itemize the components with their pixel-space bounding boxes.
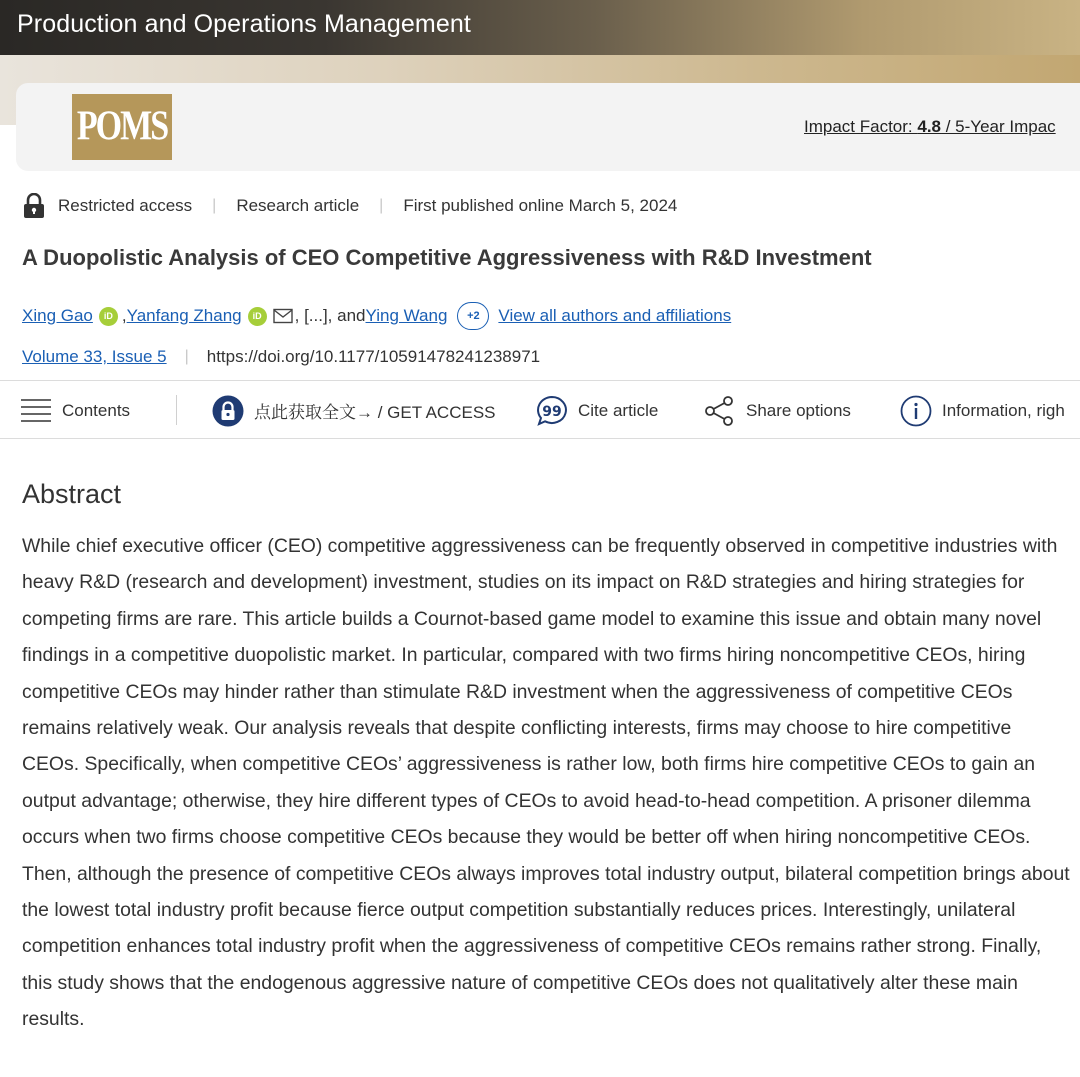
toolbar-divider <box>176 395 177 425</box>
author-link-ying-wang[interactable]: Ying Wang <box>365 306 448 325</box>
access-status: Restricted access <box>58 196 193 215</box>
svg-text:99: 99 <box>542 403 562 420</box>
issue-row <box>22 345 540 369</box>
article-type: Research article <box>236 196 360 215</box>
article-toolbar <box>0 380 1080 439</box>
poms-logo[interactable] <box>72 94 172 160</box>
impact-factor-link[interactable] <box>804 117 1056 137</box>
article-meta-row <box>22 193 677 219</box>
author-separator: , <box>121 306 127 325</box>
publication-date: First published online March 5, 2024 <box>403 196 678 215</box>
orcid-icon[interactable]: iD <box>248 307 267 326</box>
cite-article-button[interactable] <box>536 381 658 440</box>
doi-text[interactable]: https://doi.org/10.1177/10591478241238971 <box>206 347 541 366</box>
contents-label: Contents <box>62 400 131 420</box>
author-link-yanfang-zhang[interactable]: Yanfang Zhang <box>126 306 242 325</box>
share-icon <box>704 395 736 427</box>
five-year-impact-label: / 5-Year Impac <box>941 117 1056 136</box>
quote-bubble-icon <box>536 395 568 427</box>
author-link-xing-gao[interactable]: Xing Gao <box>22 306 93 325</box>
info-icon <box>900 395 932 427</box>
mail-icon[interactable] <box>273 308 293 324</box>
poms-logo-text: POMS <box>76 103 168 150</box>
abstract-text: While chief executive officer (CEO) competitive aggressiveness can be frequently observed in competitive industries with heavy R&D (research and development) investment, studies on its impact on R&D strategies and hiring strategies for competing firms are rare. This article builds a Cournot-based game model to examine this issue and obtain many novel findings in a competitive duopolistic market. In particular, compared with two firms hiring noncompetitive CEOs, hiring competitive CEOs may hinder rather than stimulate R&D investment when the aggressiveness of competitive CEOs remains relatively weak. Our analysis reveals that despite conflicting interests, firms may choose to hire competitive CEOs. Specifically, when competitive CEOs’ aggressiveness is rather low, both firms hire competitive CEOs to gain an output advantage; otherwise, they hire different types of CEOs to avoid head-to-head competition. A prisoner dilemma occurs when two firms choose competitive CEOs because they would be better off when hiring noncompetitive CEOs. Then, although the presence of competitive CEOs always improves total industry output, bilateral competition brings about the lowest total industry profit because fierce output competition substantially reduces prices. Interestingly, unilateral competition enhances total industry profit when the aggressiveness of competitive CEOs remains rather strong. Finally, this study shows that the endogenous aggressive nature of competitive CEOs does not qualitatively alter these main results. <box>22 535 1070 1031</box>
authors-ellipsis: , [...], and <box>294 306 366 325</box>
information-rights-label: Information, righ <box>942 400 1065 420</box>
lock-circle-icon <box>212 395 244 427</box>
journal-header-bar <box>0 0 1080 55</box>
get-access-button[interactable] <box>212 381 496 440</box>
cite-article-label: Cite article <box>578 400 659 420</box>
article-title: A Duopolistic Analysis of CEO Competitive Aggressiveness with R&D Investment <box>22 245 872 270</box>
lock-icon <box>22 193 46 219</box>
view-all-authors-link[interactable]: View all authors and affiliations <box>498 306 732 325</box>
menu-icon <box>20 397 52 425</box>
share-options-label: Share options <box>746 400 851 420</box>
journal-title[interactable]: Production and Operations Management <box>17 10 471 38</box>
divider: | <box>212 197 217 214</box>
divider: | <box>379 197 384 214</box>
abstract-heading: Abstract <box>22 479 122 509</box>
get-access-label: 点此获取全文→ / GET ACCESS <box>254 403 496 422</box>
impact-factor-label: Impact Factor: <box>804 117 918 136</box>
more-authors-button[interactable]: +2 <box>457 302 489 330</box>
information-rights-button[interactable] <box>900 381 1065 440</box>
volume-issue-link[interactable]: Volume 33, Issue 5 <box>22 347 167 366</box>
authors-row <box>22 302 731 330</box>
impact-factor-value: 4.8 <box>917 117 942 136</box>
divider: | <box>184 348 189 365</box>
share-options-button[interactable] <box>704 381 851 440</box>
orcid-icon[interactable]: iD <box>99 307 118 326</box>
contents-button[interactable] <box>20 381 130 440</box>
